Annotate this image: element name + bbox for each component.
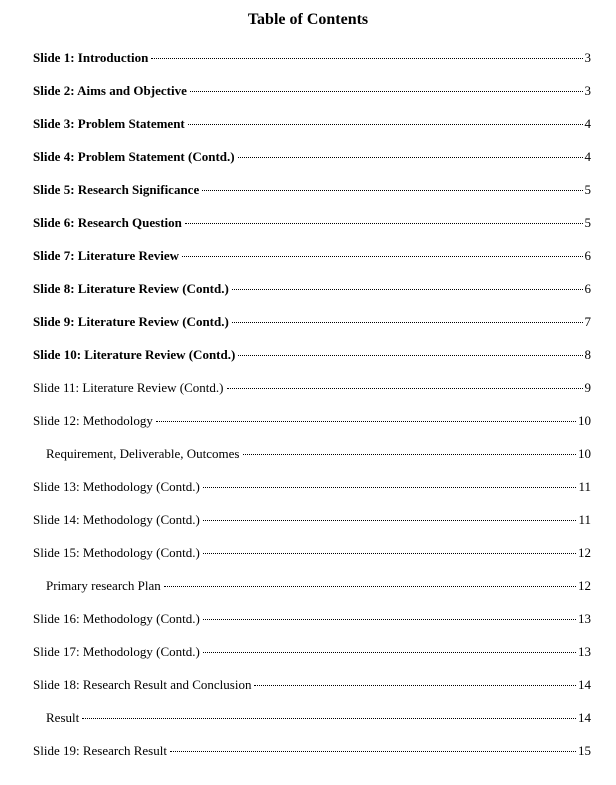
dot-leader (232, 288, 583, 290)
dot-leader (203, 651, 576, 653)
dot-leader (227, 387, 583, 389)
dot-leader (203, 486, 577, 488)
toc-entry[interactable] (33, 148, 591, 166)
toc-entry-label: Slide 4: Problem Statement (Contd.) (33, 149, 235, 164)
toc-entry-label: Slide 8: Literature Review (Contd.) (33, 281, 229, 296)
toc-entry[interactable] (33, 478, 591, 496)
toc-entry-label: Primary research Plan (46, 578, 161, 593)
toc-entry[interactable] (33, 280, 591, 298)
toc-entry-page-number: 8 (584, 347, 591, 362)
toc-entry[interactable] (33, 49, 591, 67)
toc-entry-page-number: 14 (578, 677, 591, 692)
toc-entry[interactable] (46, 445, 591, 463)
toc-entry[interactable] (33, 82, 591, 100)
toc-entry-page-number: 11 (578, 479, 591, 494)
toc-entry[interactable] (33, 247, 591, 265)
toc-entry-page-number: 11 (578, 512, 591, 527)
toc-entry-page-number: 10 (578, 413, 591, 428)
toc-entry-page-number: 4 (584, 149, 591, 164)
toc-entry-page-number: 13 (578, 611, 591, 626)
toc-entry-page-number: 14 (578, 710, 591, 725)
toc-entry-label: Slide 14: Methodology (Contd.) (33, 512, 200, 527)
toc-entry[interactable] (33, 181, 591, 199)
dot-leader (203, 519, 577, 521)
toc-entry-page-number: 5 (584, 182, 591, 197)
toc-entry[interactable] (33, 379, 591, 397)
dot-leader (232, 321, 583, 323)
toc-entry[interactable] (33, 610, 591, 628)
toc-entry-label: Slide 9: Literature Review (Contd.) (33, 314, 229, 329)
toc-entry[interactable] (33, 115, 591, 133)
toc-entry-page-number: 13 (578, 644, 591, 659)
dot-leader (190, 90, 583, 92)
dot-leader (238, 156, 583, 158)
dot-leader (170, 750, 576, 752)
toc-entry-label: Result (46, 710, 80, 725)
dot-leader (151, 57, 582, 59)
toc-entry-label: Slide 18: Research Result and Conclusion (33, 677, 252, 692)
toc-entry[interactable] (33, 412, 591, 430)
toc-entry-page-number: 3 (584, 83, 591, 98)
dot-leader (203, 552, 576, 554)
dot-leader (82, 717, 576, 719)
toc-entry[interactable] (33, 742, 591, 760)
dot-leader (203, 618, 576, 620)
dot-leader (188, 123, 583, 125)
toc-entry-label: Slide 5: Research Significance (33, 182, 200, 197)
toc-entry[interactable] (33, 313, 591, 331)
toc-entry-page-number: 3 (584, 50, 591, 65)
toc-entry[interactable] (33, 511, 591, 529)
dot-leader (238, 354, 582, 356)
dot-leader (254, 684, 576, 686)
toc-entry[interactable] (46, 577, 591, 595)
dot-leader (202, 189, 582, 191)
toc-entry-label: Slide 17: Methodology (Contd.) (33, 644, 200, 659)
dot-leader (156, 420, 576, 422)
toc-entry-page-number: 12 (578, 545, 591, 560)
toc-entry-page-number: 7 (584, 314, 591, 329)
toc-entry-label: Slide 2: Aims and Objective (33, 83, 187, 98)
dot-leader (185, 222, 583, 224)
toc-entry-page-number: 6 (584, 248, 591, 263)
toc-title: Table of Contents (247, 11, 369, 28)
dot-leader (164, 585, 576, 587)
toc-entry-label: Slide 6: Research Question (33, 215, 182, 230)
toc-entry-page-number: 6 (584, 281, 591, 296)
toc-entry-label: Slide 11: Literature Review (Contd.) (33, 380, 224, 395)
toc-entry-page-number: 10 (578, 446, 591, 461)
toc-entry-page-number: 12 (578, 578, 591, 593)
toc-entry-page-number: 9 (584, 380, 591, 395)
toc-entry-label: Requirement, Deliverable, Outcomes (46, 446, 240, 461)
toc-entry-page-number: 15 (578, 743, 591, 758)
toc-entry-label: Slide 19: Research Result (33, 743, 167, 758)
toc-entry[interactable] (33, 643, 591, 661)
toc-entry[interactable] (33, 346, 591, 364)
toc-entry-label: Slide 10: Literature Review (Contd.) (33, 347, 236, 362)
toc-entry[interactable] (33, 676, 591, 694)
dot-leader (182, 255, 583, 257)
dot-leader (243, 453, 577, 455)
toc-entry[interactable] (33, 214, 591, 232)
toc-entry-label: Slide 1: Introduction (33, 50, 149, 65)
toc-entry-label: Slide 3: Problem Statement (33, 116, 185, 131)
toc-entry-label: Slide 13: Methodology (Contd.) (33, 479, 200, 494)
toc-entry-page-number: 5 (584, 215, 591, 230)
toc-entry-page-number: 4 (584, 116, 591, 131)
toc-entry-label: Slide 7: Literature Review (33, 248, 179, 263)
toc-entry-label: Slide 15: Methodology (Contd.) (33, 545, 200, 560)
toc-entry-label: Slide 16: Methodology (Contd.) (33, 611, 200, 626)
toc-entry[interactable] (46, 709, 591, 727)
toc-entry[interactable] (33, 544, 591, 562)
toc-entry-label: Slide 12: Methodology (33, 413, 153, 428)
